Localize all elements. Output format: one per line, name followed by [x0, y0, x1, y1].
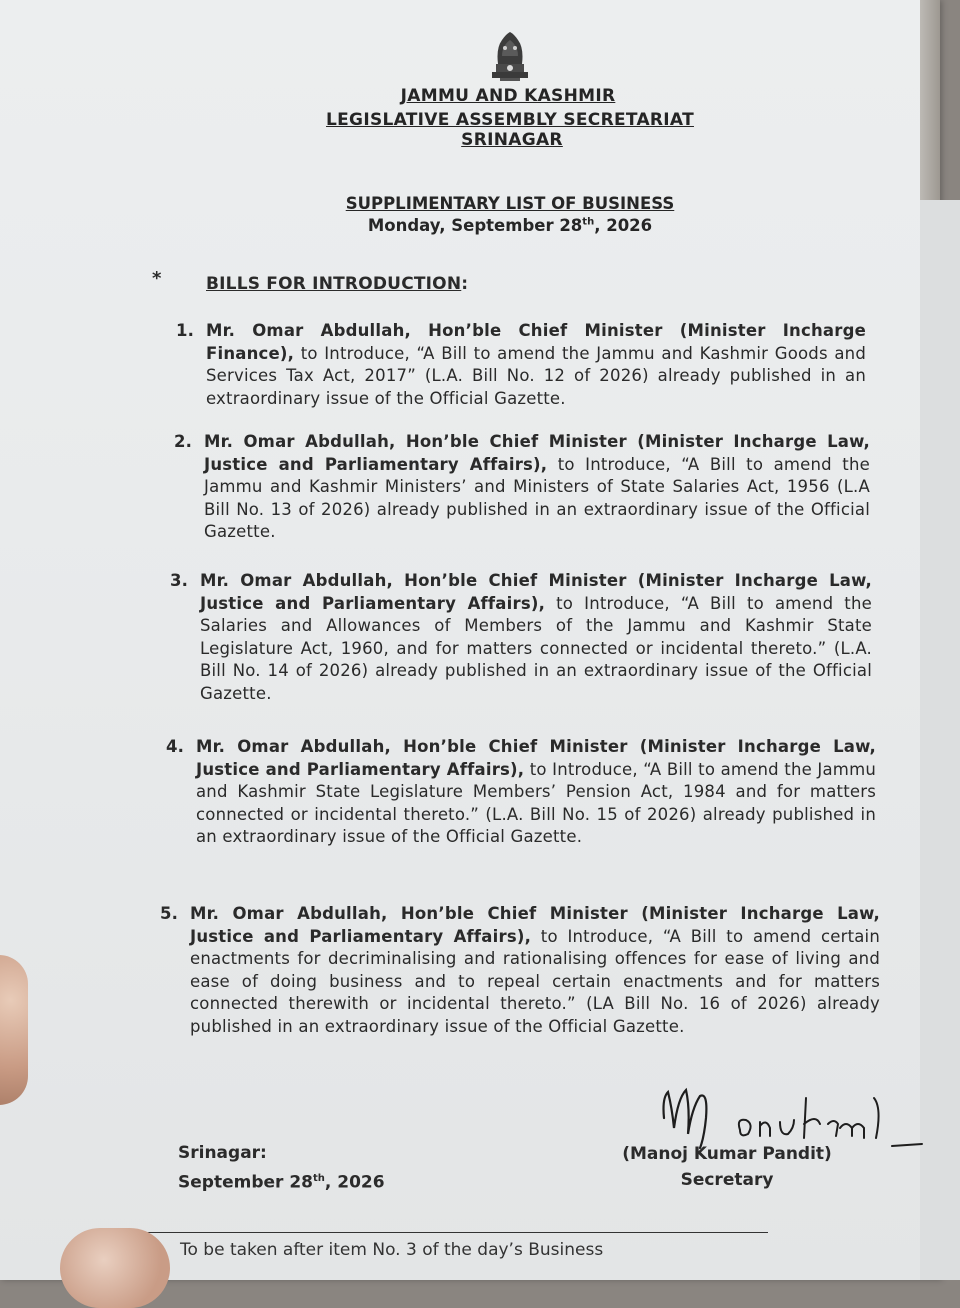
issue-place: Srinagar: — [178, 1143, 267, 1163]
list-item: 1. Mr. Omar Abdullah, Hon’ble Chief Minister (Minister Incharge Finance), to Introduce, “A Bill to amend the Jammu and Kashmir Goods and Services Tax Act, 2017” (L.A. Bill No. 12 of 2026) already published in an extraordinary issue of the Official Gazette. — [176, 321, 866, 408]
item-number: 1. — [176, 321, 195, 340]
document-title: SUPPLIMENTARY LIST OF BUSINESS — [345, 194, 675, 213]
list-item: 2. Mr. Omar Abdullah, Hon’ble Chief Minister (Minister Incharge Law, Justice and Parliamentary Affairs), to Introduce, “A Bill to amend the Jammu and Kashmir Ministers’ and Ministers of State Salaries Act, 1956 (L.A Bill No. 13 of 2026) already published in an extraordinary issue of the Official Gazette. — [174, 432, 870, 541]
item-number: 2. — [174, 432, 193, 451]
list-item: 4. Mr. Omar Abdullah, Hon’ble Chief Minister (Minister Incharge Law, Justice and Parliamentary Affairs), to Introduce, “A Bill to amend the Jammu and Kashmir State Legislature Members’ Pension Act, 1984 and for matters connected or incidental thereto.” (L.A. Bill No. 15 of 2026) already published in an extraordinary issue of the Official Gazette. — [166, 737, 877, 846]
issue-place-date — [178, 1140, 385, 1196]
signatory-title: Secretary — [680, 1170, 774, 1190]
section-asterisk: * — [152, 268, 162, 289]
issue-date: September 28th, 2026 — [178, 1172, 385, 1193]
item-number: 5. — [160, 904, 179, 923]
footer-note: To be taken after item No. 3 of the day’s Business — [180, 1240, 604, 1260]
section-heading: BILLS FOR INTRODUCTION: — [206, 274, 469, 294]
signatory-block — [612, 1141, 842, 1193]
item-number: 3. — [170, 571, 189, 590]
header-jk: JAMMU AND KASHMIR — [400, 86, 616, 106]
item-number: 4. — [166, 737, 185, 756]
signatory-name: (Manoj Kumar Pandit) — [622, 1144, 832, 1164]
state-emblem-icon — [488, 26, 532, 82]
list-item: 3. Mr. Omar Abdullah, Hon’ble Chief Minister (Minister Incharge Law, Justice and Parliamentary Affairs), to Introduce, “A Bill to amend the Salaries and Allowances of Members of the Jammu and Kashmir State Legislature Act, 1960, and for matters connected or incidental thereto.” (L.A. Bill No. 14 of 2026) already published in an extraordinary issue of the Official Gazette. — [170, 571, 872, 703]
list-item: 5. Mr. Omar Abdullah, Hon’ble Chief Minister (Minister Incharge Law, Justice and Parliamentary Affairs), to Introduce, “A Bill to amend certain enactments for decriminalising and rationalising offences for ease of living and ease of doing business and to repeal certain enactments and for matters connected therewith or incidental thereto.” (LA Bill No. 16 of 2026) already published in an extraordinary issue of the Official Gazette. — [160, 904, 880, 1036]
footer-divider — [120, 1232, 768, 1233]
hand-finger-left — [0, 955, 28, 1105]
header-city: SRINAGAR — [461, 130, 563, 150]
header-secretariat: LEGISLATIVE ASSEMBLY SECRETARIAT — [326, 110, 694, 130]
hand-finger-bottom — [60, 1228, 170, 1308]
document-date: Monday, September 28th, 2026 — [367, 216, 653, 235]
underlying-sheet — [920, 200, 960, 1280]
